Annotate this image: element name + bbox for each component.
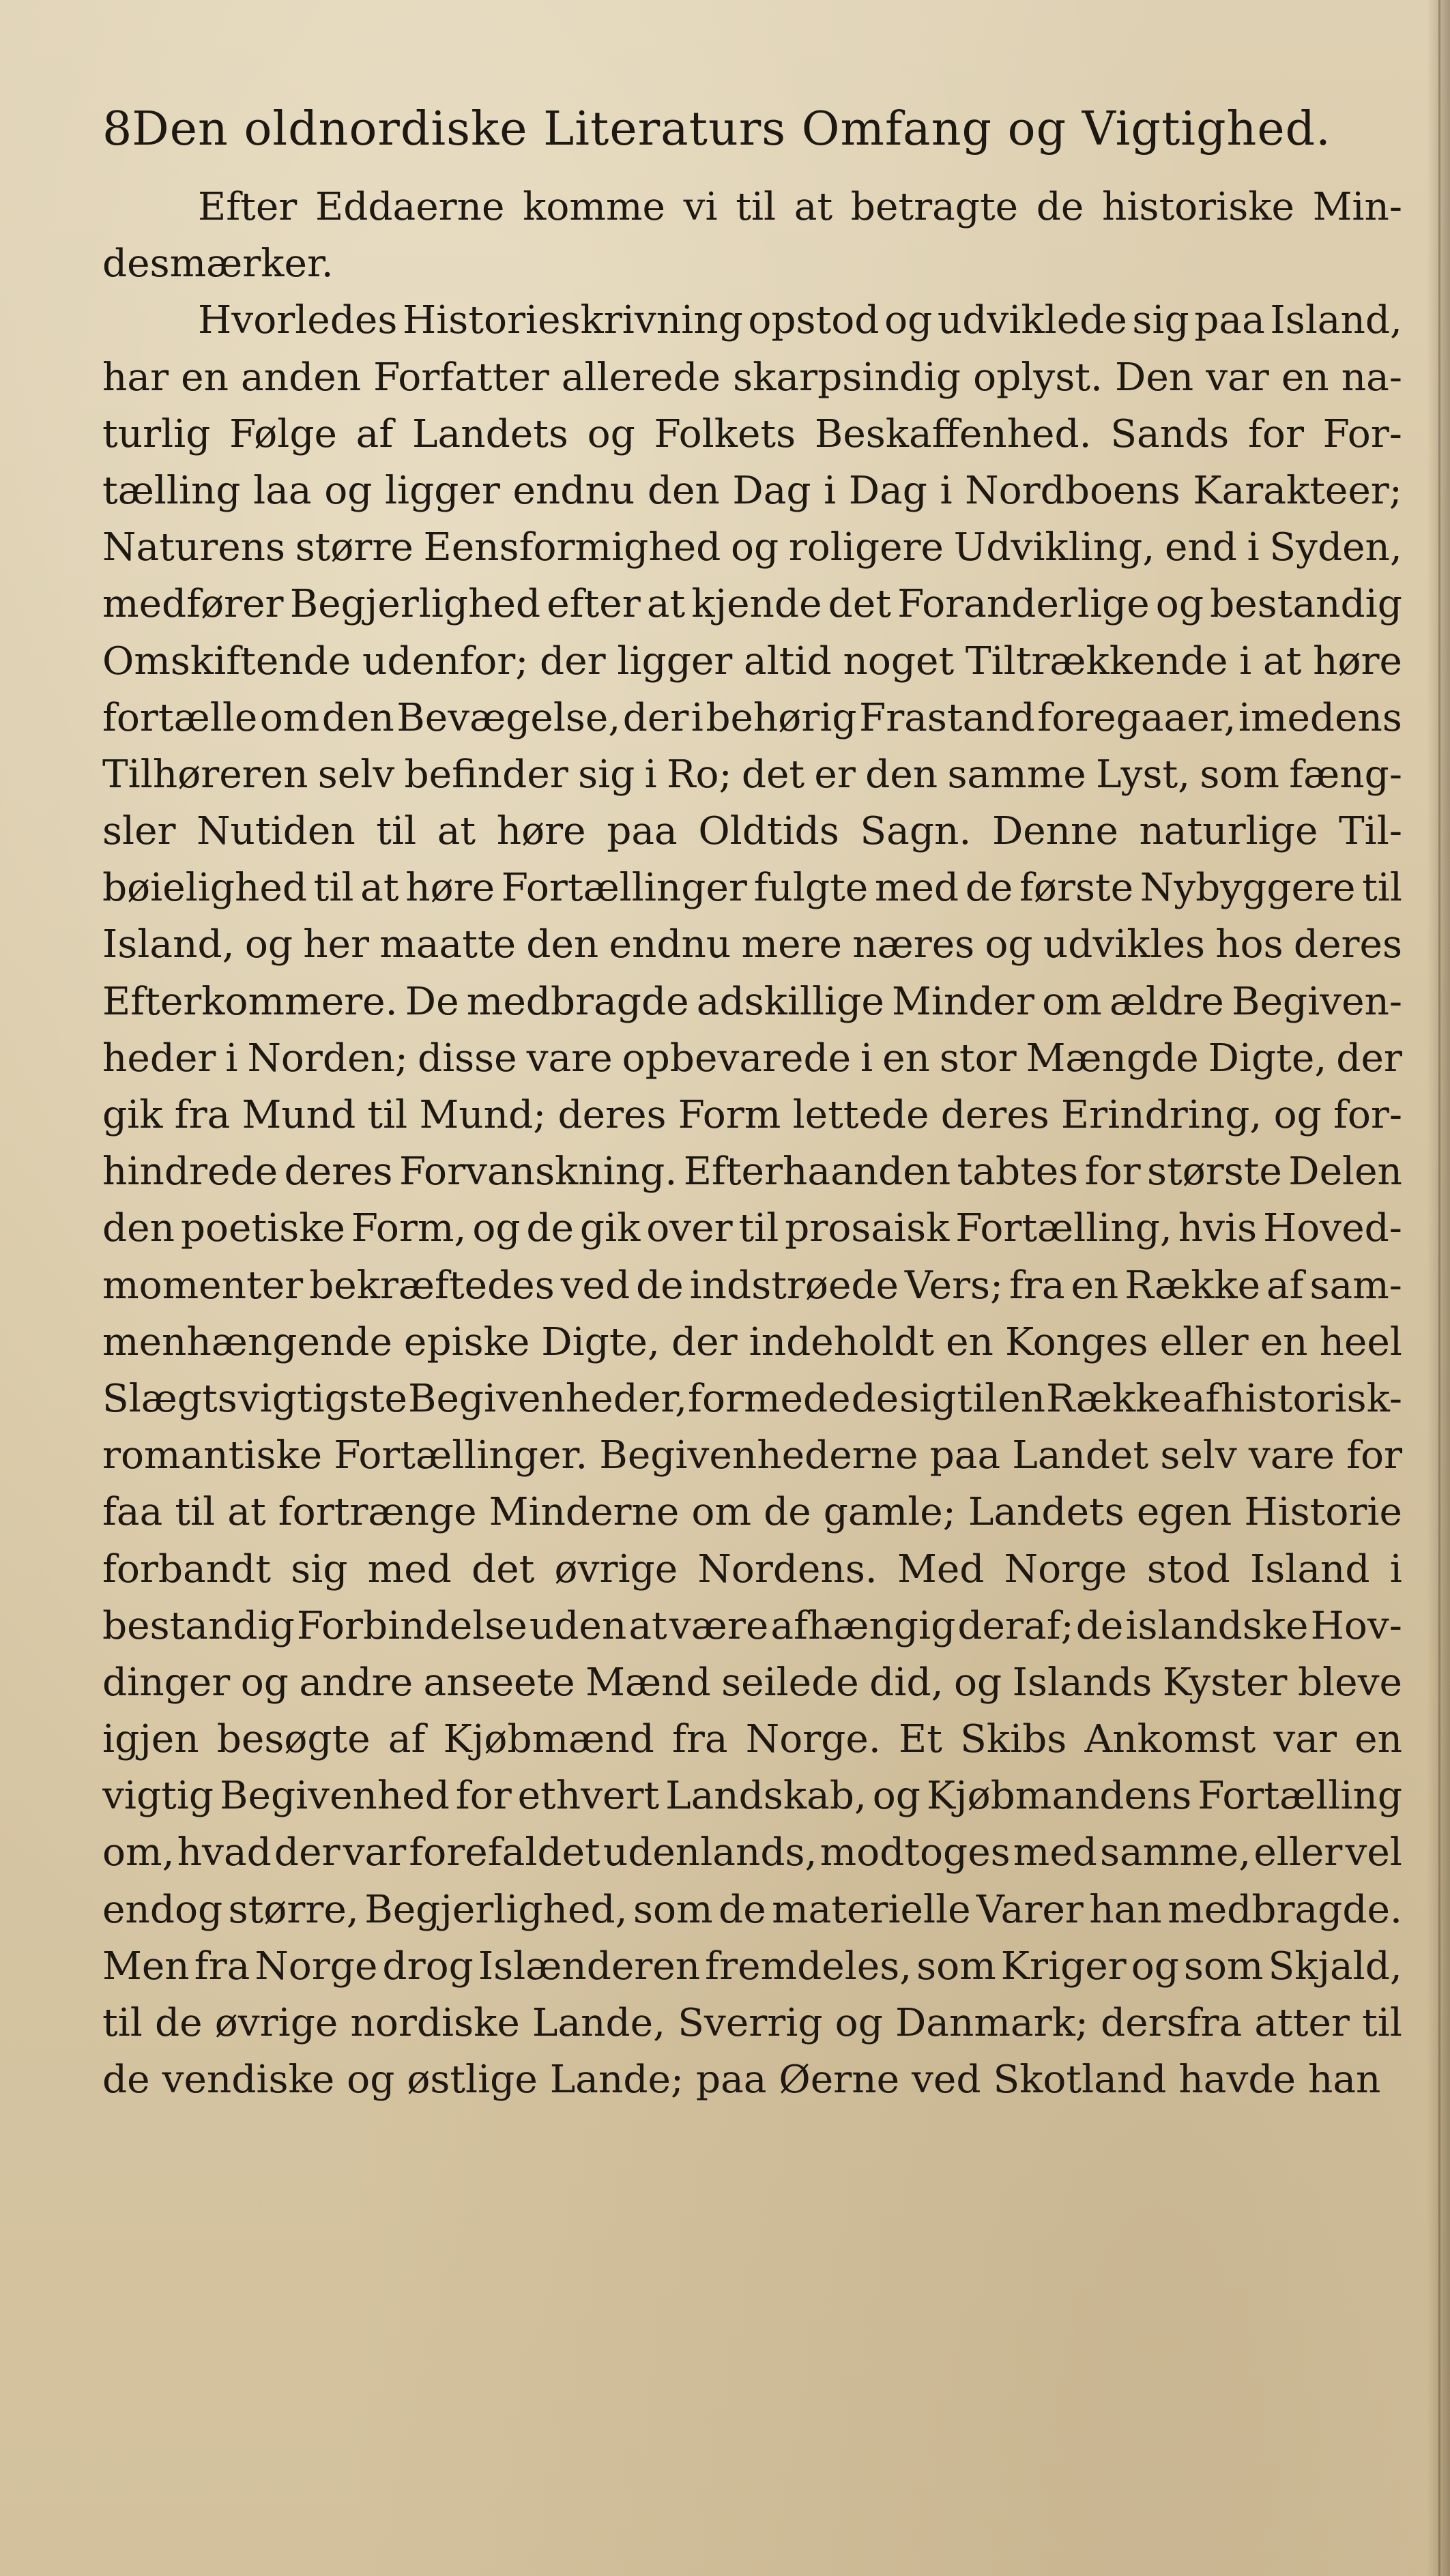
text-line: sler Nutiden til at høre paa Oldtids Sagn. Denne naturlige Til- xyxy=(102,809,1402,854)
text-line: turlig Følge af Landets og Folkets Beskaffenhed. Sands for For- xyxy=(102,411,1402,456)
text-line: Efterkommere. De medbragde adskillige Minder om ældre Begiven- xyxy=(102,979,1402,1024)
running-title: Den oldnordiske Literaturs Omfang og Vigtighed. xyxy=(132,102,1331,156)
text-line: bestandig Forbindelse uden at være afhængig deraf; de islandske Hov- xyxy=(102,1603,1402,1648)
page-header xyxy=(102,102,1331,177)
text-line: endog større, Begjerlighed, som de materielle Varer han medbragde. xyxy=(102,1887,1402,1932)
text-line: Men fra Norge drog Islænderen fremdeles, som Kriger og som Skjald, xyxy=(102,1944,1402,1989)
body-text xyxy=(102,179,1402,2108)
text-line: de vendiske og østlige Lande; paa Øerne ved Skotland havde han xyxy=(102,2058,1381,2103)
text-line: medfører Begjerlighed efter at kjende det Foranderlige og bestandig xyxy=(102,582,1402,627)
text-line: menhængende episke Digte, der indeholdt en Konges eller en heel xyxy=(102,1319,1402,1364)
text-line: faa til at fortrænge Minderne om de gamle; Landets egen Historie xyxy=(102,1490,1402,1535)
text-line: Hvorledes Historieskrivning opstod og udviklede sig paa Island, xyxy=(198,298,1402,343)
text-line: dinger og andre anseete Mænd seilede did, og Islands Kyster bleve xyxy=(102,1660,1402,1705)
text-line: tælling laa og ligger endnu den Dag i Dag i Nordboens Karakteer; xyxy=(102,468,1402,513)
text-line: har en anden Forfatter allerede skarpsindig oplyst. Den var en na- xyxy=(102,355,1402,400)
page-number: 8 xyxy=(102,102,132,156)
text-line: heder i Norden; disse vare opbevarede i en stor Mængde Digte, der xyxy=(102,1036,1402,1081)
text-line: vigtig Begivenhed for ethvert Landskab, og Kjøbmandens Fortælling xyxy=(102,1774,1402,1819)
page-spine xyxy=(1438,0,1440,2576)
text-line: Slægts vigtigste Begivenheder, formede de sig til en Række af historisk- xyxy=(102,1376,1402,1421)
text-line: gik fra Mund til Mund; deres Form lettede deres Erindring, og for- xyxy=(102,1093,1402,1137)
text-line: Island, og her maatte den endnu mere næres og udvikles hos deres xyxy=(102,922,1402,967)
text-line: hindrede deres Forvanskning. Efterhaanden tabtes for største Delen xyxy=(102,1150,1402,1195)
text-line: til de øvrige nordiske Lande, Sverrig og Danmark; dersfra atter til xyxy=(102,2001,1402,2045)
text-line: Omskiftende udenfor; der ligger altid noget Tiltrækkende i at høre xyxy=(102,639,1402,684)
text-line: fortælle om den Bevægelse, der i behørig Frastand foregaaer, imedens xyxy=(102,695,1402,740)
text-line: Naturens større Eensformighed og roligere Udvikling, end i Syden, xyxy=(102,525,1402,570)
text-line: igjen besøgte af Kjøbmænd fra Norge. Et Skibs Ankomst var en xyxy=(102,1717,1402,1762)
text-line: romantiske Fortællinger. Begivenhederne paa Landet selv vare for xyxy=(102,1433,1402,1478)
text-line: om, hvad der var forefaldet udenlands, modtoges med samme, eller vel xyxy=(102,1830,1402,1875)
text-line: bøielighed til at høre Fortællinger fulgte med de første Nybyggere til xyxy=(102,866,1402,911)
text-line: Efter Eddaerne komme vi til at betragte de historiske Min- xyxy=(198,185,1402,229)
text-line: desmærker. xyxy=(102,241,334,287)
text-line: momenter bekræftedes ved de indstrøede Vers; fra en Række af sam- xyxy=(102,1263,1402,1308)
text-line: forbandt sig med det øvrige Nordens. Med Norge stod Island i xyxy=(102,1547,1402,1592)
text-line: Tilhøreren selv befinder sig i Ro; det er den samme Lyst, som fæng- xyxy=(102,752,1402,797)
text-line: den poetiske Form, og de gik over til prosaisk Fortælling, hvis Hoved- xyxy=(102,1206,1402,1251)
